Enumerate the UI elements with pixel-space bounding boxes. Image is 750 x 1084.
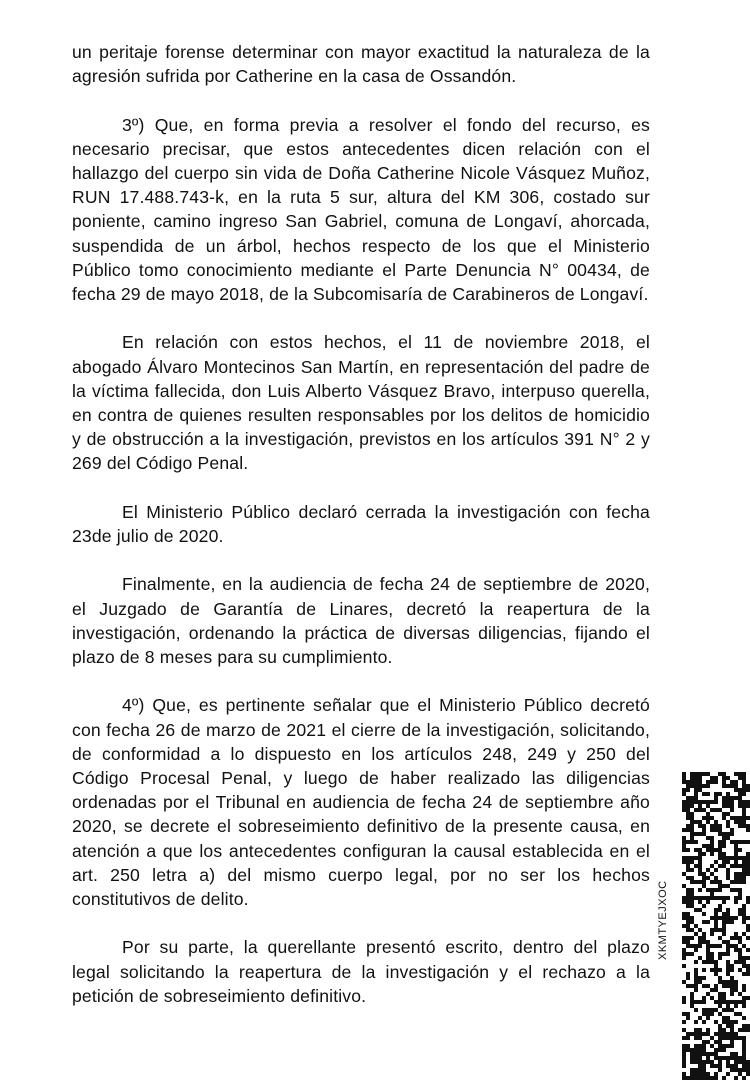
paragraph-1: un peritaje forense determinar con mayor exactitud la naturaleza de la agresión sufrida por Catherine en la casa de Ossandón.	[72, 42, 650, 87]
verification-barcode-icon	[682, 770, 750, 1080]
paragraph-6: 4º) Que, es pertinente señalar que el Ministerio Público decretó con fecha 26 de marzo de 2021 el cierre de la investigación, solicitando, de conformidad a lo dispuesto en los artículos 248, 249 y 250 del Código Procesal Penal, y luego de haber realizado las diligencias ordenadas por el Tribunal en audiencia de fecha 24 de septiembre año 2020, se decrete el sobreseimiento definitivo de la presente causa, en atención a que los antecedentes configuran la causal establecida en el art. 250 letra a) del mismo cuerpo legal, por no ser los hechos constitutivos de delito.	[72, 695, 650, 910]
verification-code: XKMTYEJXOC	[657, 880, 669, 960]
paragraph-7: Por su parte, la querellante presentó escrito, dentro del plazo legal solicitando la reapertura de la investigación y el rechazo a la petición de sobreseimiento definitivo.	[72, 937, 650, 1006]
paragraph-2: 3º) Que, en forma previa a resolver el fondo del recurso, es necesario precisar, que estos antecedentes dicen relación con el hallazgo del cuerpo sin vida de Doña Catherine Nicole Vásquez Muñoz, RUN 17.488.743-k, en la ruta 5 sur, altura del KM 306, costado sur poniente, camino ingreso San Gabriel, comuna de Longaví, ahorcada, suspendida de un árbol, hechos respecto de los que el Ministerio Público tomo conocimiento mediante el Parte Denuncia N° 00434, de fecha 29 de mayo 2018, de la Subcomisaría de Carabineros de Longaví.	[72, 114, 650, 305]
paragraph-4: El Ministerio Público declaró cerrada la investigación con fecha 23de julio de 2020.	[72, 501, 650, 547]
paragraph-3: En relación con estos hechos, el 11 de noviembre 2018, el abogado Álvaro Montecinos San Martín, en representación del padre de la víctima fallecida, don Luis Alberto Vásquez Bravo, interpuso querella, en contra de quienes resulten responsables por los delitos de homicidio y de obstrucción a la investigación, previstos en los artículos 391 N° 2 y 269 del Código Penal.	[72, 332, 650, 474]
paragraph-5: Finalmente, en la audiencia de fecha 24 de septiembre de 2020, el Juzgado de Garantía de Linares, decretó la reapertura de la investigación, ordenando la práctica de diversas diligencias, fijando el plazo de 8 meses para su cumplimiento.	[72, 574, 650, 668]
document-body	[72, 40, 650, 1032]
